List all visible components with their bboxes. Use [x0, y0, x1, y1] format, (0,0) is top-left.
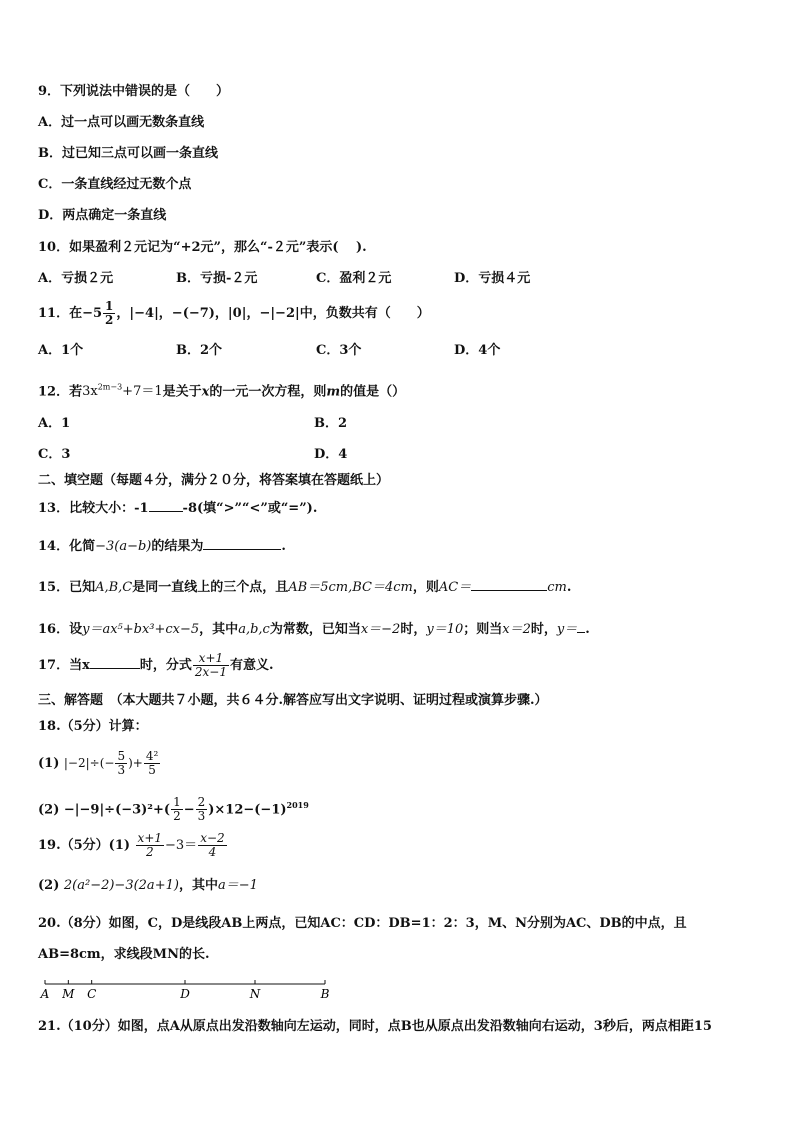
q11-options: [38, 343, 500, 359]
q15-pre: 15．已知: [38, 580, 96, 595]
q18-part2-frac2-num: 2: [197, 795, 206, 810]
q15-condition: AB＝5cm,BC＝4cm: [288, 580, 413, 595]
q14-stem: [38, 537, 286, 555]
q19-part1-frac2: [198, 832, 226, 859]
q17-fraction-den: 2x−1: [194, 665, 227, 679]
q16-mid2: 为常数，已知当: [269, 622, 361, 637]
q20-segment-diagram: [38, 978, 338, 1004]
q10-options: [38, 271, 530, 287]
q12-prefix: 12．若: [38, 384, 83, 400]
q18-part1-frac2-den: 5: [148, 763, 156, 777]
q9-option-c: C．一条直线经过无数个点: [38, 177, 192, 192]
q12-expr-tail: +7＝1: [122, 384, 163, 400]
q11-option-a: A．1个: [38, 343, 84, 358]
q11-fraction-den: 2: [105, 313, 114, 327]
q18-part1-frac2: [144, 750, 160, 777]
q16-mid4: ；则当: [463, 622, 503, 637]
q18-part1-a: |−2|÷(−: [63, 756, 115, 770]
q12-option-b: B．2: [314, 416, 348, 431]
q18-part1-frac1-den: 3: [117, 763, 126, 777]
q17-pre: 17．当x: [38, 658, 90, 673]
q19-part2: [38, 878, 258, 894]
q11-prefix: 11．在: [38, 306, 83, 321]
q18-part1-frac1-num: 5: [117, 749, 126, 763]
q15-mid2: ，则: [412, 580, 439, 595]
q15-mid: 是同一直线上的三个点，且: [132, 580, 289, 595]
q12-var-x: x: [201, 384, 210, 400]
q19-part1-frac1-num: x+1: [137, 831, 163, 845]
q18-part2: [38, 790, 309, 825]
q12-option-c: C．3: [38, 447, 71, 462]
q10-option-c: C．盈利２元: [316, 271, 392, 286]
q19-part1-mid: −3＝: [165, 838, 198, 853]
q12-var-m: m: [326, 384, 341, 400]
q12-expr-base: 3x: [82, 384, 98, 400]
q12-stem: [38, 380, 405, 400]
q11-option-b: B．2个: [176, 343, 223, 358]
section-3-heading: 三、解答题 （本大题共７小题，共６４分.解答应写出文字说明、证明过程或演算步骤.）: [38, 693, 548, 708]
q11-option-c: C．3个: [316, 343, 362, 358]
q18-part2-b: )×12−(−1): [208, 802, 287, 818]
q16-mid: ，其中: [199, 622, 239, 637]
q18-part2-mid: −: [183, 802, 195, 818]
q19-part2-expression: 2(a²−2)−3(2a+1): [63, 878, 179, 893]
q14-mid: 的结果为: [151, 539, 204, 554]
q18-part2-exponent: 2019: [286, 800, 309, 810]
q17-mid: 时，分式: [139, 658, 192, 673]
q12-end: 的值是（）: [340, 384, 406, 400]
q14-pre: 14．化简: [38, 539, 96, 554]
q18-part1-b: )+: [128, 756, 143, 770]
q17-fraction: [193, 652, 229, 679]
q13-stem: [38, 499, 317, 517]
q14-post: .: [281, 539, 286, 554]
q18-part2-frac1-num: 1: [173, 795, 181, 810]
q12-mid2: 的一元一次方程，则: [209, 384, 327, 400]
q18-part2-a: −|−9|÷(−3)²+(: [63, 802, 171, 818]
segment-label-n: N: [249, 987, 261, 1001]
q17-post: 有意义.: [229, 658, 274, 673]
q16-pre: 16．设: [38, 622, 83, 637]
q18-part1-expression: [63, 749, 161, 777]
q14-answer-blank: [203, 537, 281, 550]
q16-mid5: 时，: [530, 622, 557, 637]
q17-answer-blank: [90, 656, 140, 669]
q20-line2: AB=8cm，求线段MN的长.: [38, 947, 210, 962]
q12-option-a: A．1: [38, 416, 71, 431]
q18-stem: 18.（5分）计算：: [38, 719, 148, 734]
q14-expression: −3(a−b): [95, 539, 152, 554]
q18-part1-label: (1): [38, 756, 60, 771]
q16-constants: a,b,c: [238, 622, 270, 637]
q11-option-d: D．4个: [454, 343, 501, 358]
q18-part2-frac2: [196, 796, 208, 823]
q15-post: .: [566, 580, 572, 595]
q11-stem: [38, 300, 430, 328]
q15-points: A,B,C: [95, 580, 133, 595]
q11-mixed-whole: −5: [82, 306, 103, 321]
q19-part2-condition: a＝−1: [217, 878, 258, 893]
q19-part1-frac1: [136, 832, 164, 859]
q15-unit: cm: [547, 580, 567, 595]
q13-pre: 13．比较大小：-1: [38, 501, 149, 516]
q19-part1: [38, 830, 228, 862]
q10-option-d: D．亏损４元: [454, 271, 531, 286]
q11-fraction: [103, 300, 115, 327]
q17-stem: [38, 650, 273, 682]
q15-answer-blank: [471, 578, 547, 591]
q12-options-row1: [38, 416, 590, 432]
q16-cond1: x＝−2: [360, 622, 401, 637]
q10-stem: 10．如果盈利２元记为“+2元”，那么“-２元”表示( ).: [38, 240, 367, 255]
q17-fraction-num: x+1: [193, 652, 229, 666]
q11-fraction-num: 1: [105, 299, 114, 313]
q13-post: -8(填“>”“<”或“=”).: [182, 501, 318, 516]
q20-line1: 20.（8分）如图，C，D是线段AB上两点，已知AC：CD：DB=1：2：3，M、N分别为AC、DB的中点，且: [38, 916, 687, 931]
q13-answer-blank: [149, 499, 183, 512]
q19-part2-mid: ，其中: [178, 878, 218, 893]
q19-part1-frac2-num: x−2: [200, 831, 225, 845]
q9-option-b: B．过已知三点可以画一条直线: [38, 146, 218, 161]
q16-cond3: x＝2: [502, 622, 531, 637]
segment-label-m: M: [62, 987, 75, 1001]
section-2-heading: 二、填空题（每题４分，满分２０分，将答案填在答题纸上）: [38, 473, 390, 488]
q9-option-a: A．过一点可以画无数条直线: [38, 115, 205, 130]
q15-ac: AC＝: [438, 580, 472, 595]
q12-options-row2: [38, 447, 590, 463]
q21-line1: 21.（10分）如图，点A从原点出发沿数轴向左运动，同时，点B也从原点出发沿数轴向右运动，3秒后，两点相距15: [38, 1019, 712, 1034]
segment-label-b: B: [320, 987, 330, 1001]
q15-stem: [38, 578, 571, 596]
q16-post: .: [585, 622, 590, 637]
q18-part1-frac2-num: 4²: [145, 749, 159, 763]
q10-option-a: A．亏损２元: [38, 271, 114, 286]
q9-stem: 9．下列说法中错误的是（ ）: [38, 84, 230, 99]
q19-stem: 19.（5分）(1): [38, 838, 131, 853]
q19-part2-label: (2): [38, 878, 60, 893]
q9-option-d: D．两点确定一条直线: [38, 208, 167, 223]
q16-cond2: y＝10: [426, 622, 464, 637]
q18-part2-label: (2): [38, 802, 60, 818]
q16-stem: [38, 620, 590, 638]
q18-part1-frac1: [115, 750, 127, 777]
segment-label-d: D: [180, 987, 190, 1001]
q10-option-b: B．亏损-２元: [176, 271, 258, 286]
q16-expression: y＝ax⁵+bx³+cx−5: [82, 622, 200, 637]
q19-part1-frac2-den: 4: [208, 845, 217, 859]
q16-mid3: 时，: [400, 622, 427, 637]
q19-part1-frac1-den: 2: [145, 845, 154, 859]
q11-rest: ，|−4|，−(−7)，|0|，−|−2|中，负数共有（ ）: [116, 306, 430, 321]
q18-part2-frac2-den: 3: [197, 809, 206, 824]
q18-part2-frac1-den: 2: [173, 809, 181, 824]
q12-option-d: D．4: [314, 447, 348, 462]
segment-label-a: A: [40, 987, 50, 1001]
q12-expression: [82, 384, 163, 399]
q12-expr-exponent: 2m−3: [97, 383, 123, 392]
segment-label-c: C: [87, 987, 97, 1001]
q12-mid: 是关于: [162, 384, 202, 400]
q16-ask: y＝: [556, 622, 578, 637]
q18-part1: [38, 748, 161, 779]
q18-part2-frac1: [171, 796, 183, 823]
